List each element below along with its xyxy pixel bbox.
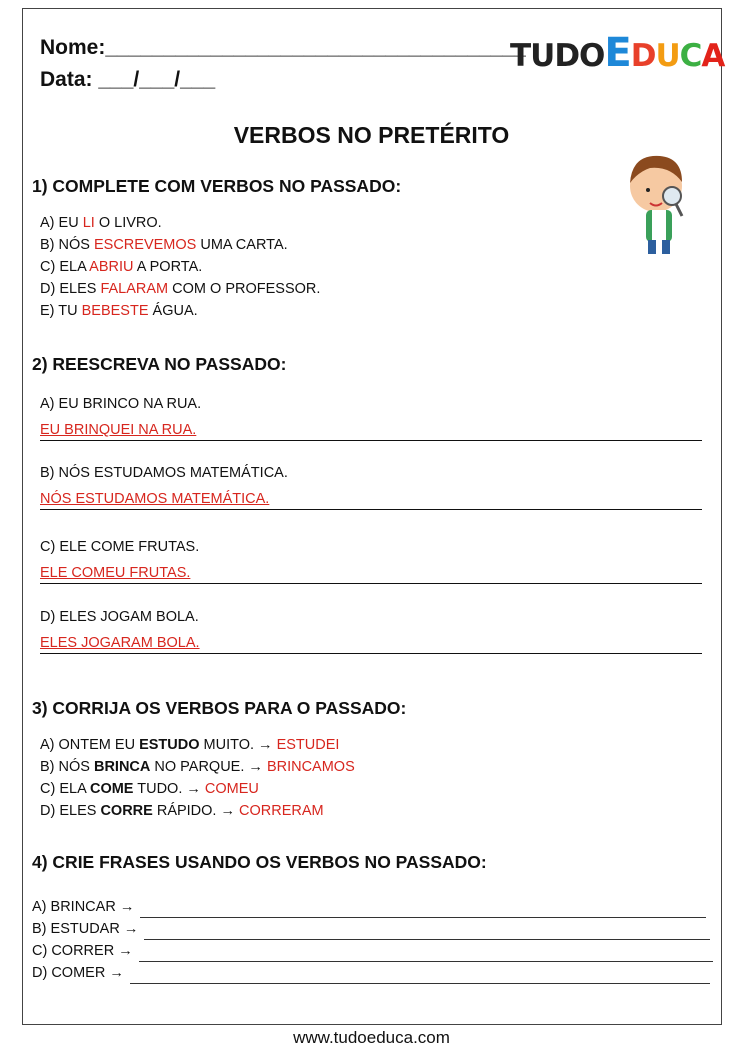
answer-line[interactable] xyxy=(140,903,706,918)
section-1-list xyxy=(40,212,320,322)
list-item: A) ONTEM EU ESTUDO MUITO. → ESTUDEI xyxy=(40,737,340,753)
question-text: A) EU BRINCO NA RUA. xyxy=(40,396,202,412)
list-item: D) ELES FALARAM COM O PROFESSOR. xyxy=(40,281,321,297)
answer-line[interactable]: EU BRINQUEI NA RUA. xyxy=(40,422,702,441)
question-text: D) ELES JOGAM BOLA. xyxy=(40,609,199,625)
section-3-heading: 3) CORRIJA OS VERBOS PARA O PASSADO: xyxy=(32,698,407,718)
list-item: D) ELES CORRE RÁPIDO. → CORRERAM xyxy=(40,803,324,819)
list-item: C) CORRER → xyxy=(32,940,713,962)
answer-line[interactable]: ELE COMEU FRUTAS. xyxy=(40,565,702,584)
name-field-label: Nome:____________________________________ xyxy=(40,36,526,59)
section-2-heading: 2) REESCREVA NO PASSADO: xyxy=(32,354,287,374)
list-item: A) BRINCAR → xyxy=(32,896,713,918)
answer-line[interactable]: NÓS ESTUDAMOS MATEMÁTICA. xyxy=(40,491,702,510)
answer-line[interactable] xyxy=(144,925,710,940)
question-text: B) NÓS ESTUDAMOS MATEMÁTICA. xyxy=(40,465,288,481)
section-3-list xyxy=(40,734,355,822)
section-4-heading: 4) CRIE FRASES USANDO OS VERBOS NO PASSADO: xyxy=(32,852,487,872)
answer-line[interactable]: ELES JOGARAM BOLA. xyxy=(40,635,702,654)
list-item: B) NÓS BRINCA NO PARQUE. → BRINCAMOS xyxy=(40,759,355,775)
list-item: E) TU BEBESTE ÁGUA. xyxy=(40,303,198,319)
question-text: C) ELE COME FRUTAS. xyxy=(40,539,200,555)
page-title: VERBOS NO PRETÉRITO xyxy=(233,122,510,148)
list-item: C) ELA ABRIU A PORTA. xyxy=(40,259,203,275)
tudoeduca-logo: TUDOEDUCA xyxy=(510,30,725,76)
list-item: B) ESTUDAR → xyxy=(32,918,713,940)
section-1-heading: 1) COMPLETE COM VERBOS NO PASSADO: xyxy=(32,176,402,196)
footer-url[interactable]: www.tudoeduca.com xyxy=(293,1028,450,1047)
list-item: C) ELA COME TUDO. → COMEU xyxy=(40,781,259,797)
boy-magnifier-illustration xyxy=(620,148,700,263)
answer-line[interactable] xyxy=(130,969,710,984)
section-4-list xyxy=(32,896,713,984)
list-item: B) NÓS ESCREVEMOS UMA CARTA. xyxy=(40,237,288,253)
answer-line[interactable] xyxy=(139,947,713,962)
date-field-label: Data: ___/___/___ xyxy=(40,68,216,91)
list-item: D) COMER → xyxy=(32,962,713,984)
list-item: A) EU LI O LIVRO. xyxy=(40,215,162,231)
